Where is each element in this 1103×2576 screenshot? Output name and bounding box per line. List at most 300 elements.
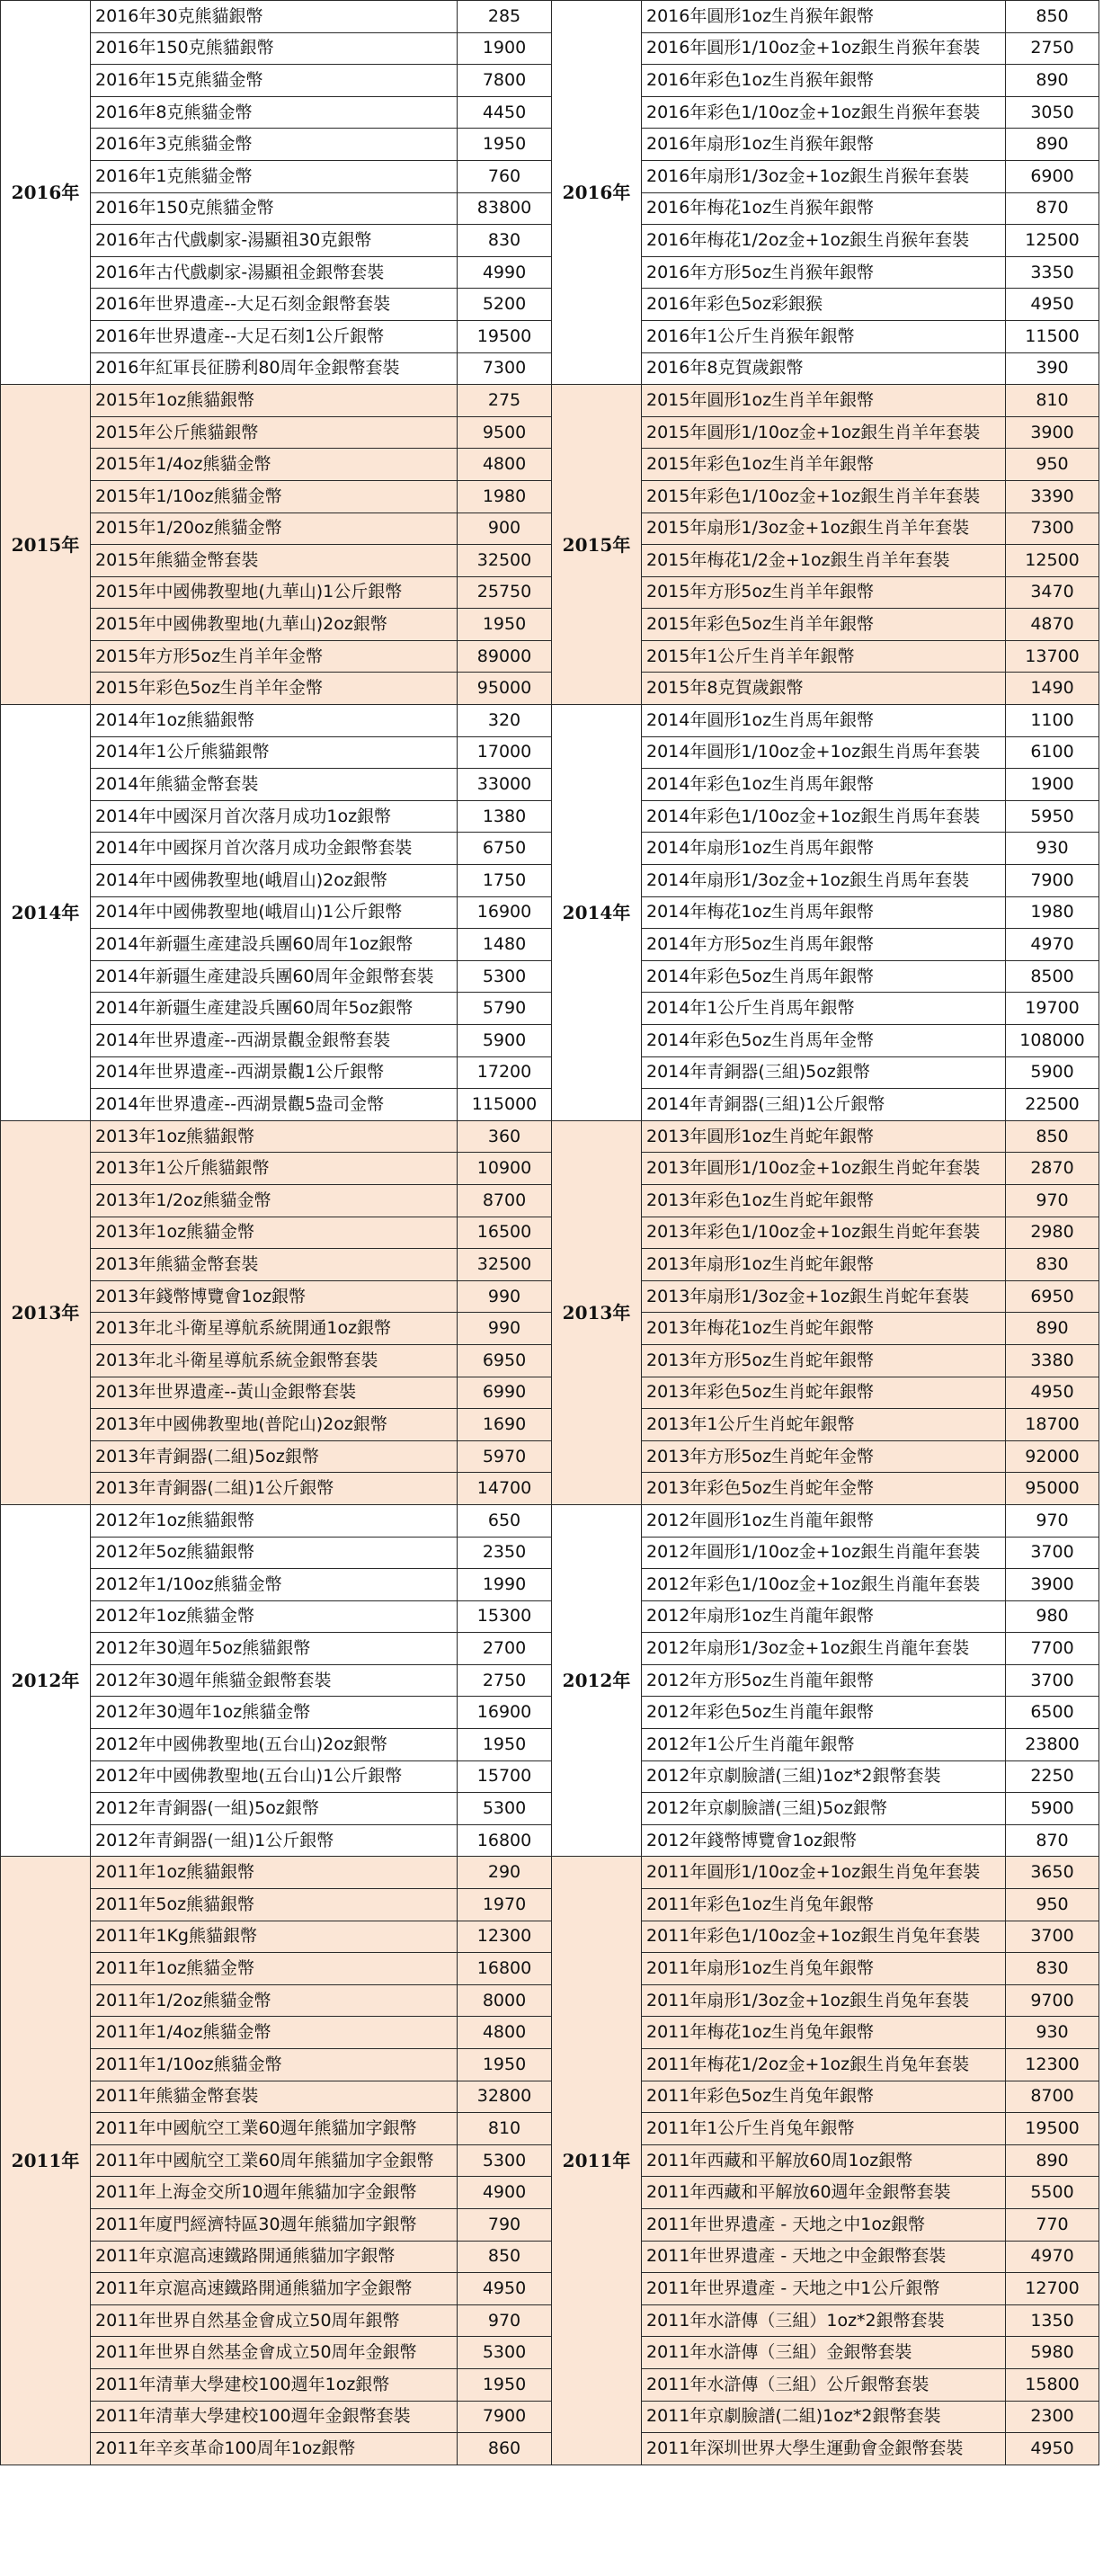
coin-name-cell: 2011年5oz熊貓銀幣	[91, 1889, 458, 1921]
coin-price-cell: 3350	[1006, 256, 1099, 289]
coin-name-cell: 2016年圓形1oz生肖猴年銀幣	[642, 1, 1006, 33]
coin-price-cell: 990	[458, 1313, 552, 1345]
coin-name-cell: 2011年世界遺產 - 天地之中1oz銀幣	[642, 2208, 1006, 2241]
table-row	[1, 1313, 1099, 1345]
coin-price-cell: 1950	[458, 609, 552, 641]
coin-name-cell: 2016年扇形1/3oz金+1oz銀生肖猴年套裝	[642, 160, 1006, 192]
year-label-left: 2014年	[1, 705, 91, 1121]
coin-price-cell: 770	[1006, 2208, 1099, 2241]
coin-price-cell: 950	[1006, 1889, 1099, 1921]
coin-price-cell: 980	[1006, 1600, 1099, 1633]
coin-price-cell: 16800	[458, 1824, 552, 1857]
coin-price-cell: 970	[458, 2304, 552, 2337]
coin-price-cell: 8000	[458, 1984, 552, 2017]
coin-name-cell: 2014年新疆生產建設兵團60周年金銀幣套裝	[91, 960, 458, 993]
coin-price-cell: 15800	[1006, 2368, 1099, 2401]
coin-name-cell: 2011年京滬高速鐵路開通熊貓加字銀幣	[91, 2241, 458, 2273]
coin-name-cell: 2013年北斗衛星導航系統金銀幣套裝	[91, 1344, 458, 1377]
coin-price-cell: 7300	[1006, 513, 1099, 545]
coin-name-cell: 2013年世界遺產--黃山金銀幣套裝	[91, 1377, 458, 1409]
coin-price-cell: 850	[1006, 1120, 1099, 1153]
coin-name-cell: 2014年中國佛教聖地(峨眉山)2oz銀幣	[91, 865, 458, 897]
coin-name-cell: 2013年錢幣博覽會1oz銀幣	[91, 1280, 458, 1313]
coin-name-cell: 2011年水滸傳（三組）金銀幣套裝	[642, 2337, 1006, 2369]
coin-name-cell: 2011年西藏和平解放60週年金銀幣套裝	[642, 2177, 1006, 2209]
coin-price-cell: 12500	[1006, 545, 1099, 577]
coin-name-cell: 2013年彩色5oz生肖蛇年銀幣	[642, 1377, 1006, 1409]
table-row	[1, 289, 1099, 321]
coin-price-cell: 1990	[458, 1569, 552, 1601]
coin-price-cell: 4970	[1006, 929, 1099, 961]
coin-name-cell: 2012年30週年熊貓金銀幣套裝	[91, 1664, 458, 1697]
table-row	[1, 576, 1099, 609]
coin-price-cell: 95000	[458, 673, 552, 705]
coin-name-cell: 2013年1/2oz熊貓金幣	[91, 1184, 458, 1217]
coin-price-cell: 1980	[1006, 896, 1099, 929]
coin-price-cell: 1950	[458, 129, 552, 161]
table-row	[1, 545, 1099, 577]
table-row	[1, 1409, 1099, 1441]
coin-price-cell: 4970	[1006, 2241, 1099, 2273]
coin-name-cell: 2011年上海金交所10週年熊貓加字金銀幣	[91, 2177, 458, 2209]
year-label-right: 2012年	[552, 1504, 642, 1857]
coin-price-cell: 3700	[1006, 1664, 1099, 1697]
coin-price-cell: 890	[1006, 2144, 1099, 2177]
coin-price-cell: 19500	[458, 320, 552, 352]
coin-name-cell: 2016年3克熊貓金幣	[91, 129, 458, 161]
coin-name-cell: 2013年彩色1/10oz金+1oz銀生肖蛇年套裝	[642, 1217, 1006, 1249]
coin-name-cell: 2012年中國佛教聖地(五台山)2oz銀幣	[91, 1729, 458, 1761]
coin-name-cell: 2013年青銅器(二組)5oz銀幣	[91, 1440, 458, 1473]
coin-name-cell: 2011年扇形1oz生肖兔年銀幣	[642, 1953, 1006, 1985]
coin-name-cell: 2016年古代戲劇家-湯顯祖30克銀幣	[91, 225, 458, 257]
year-label-right: 2016年	[552, 1, 642, 385]
coin-name-cell: 2016年紅軍長征勝利80周年金銀幣套裝	[91, 352, 458, 385]
table-row	[1, 2337, 1099, 2369]
table-row	[1, 1793, 1099, 1825]
coin-name-cell: 2011年梅花1oz生肖兔年銀幣	[642, 2017, 1006, 2049]
year-label-left: 2011年	[1, 1857, 91, 2465]
coin-name-cell: 2014年1公斤熊貓銀幣	[91, 736, 458, 769]
table-row	[1, 609, 1099, 641]
coin-name-cell: 2016年彩色1/10oz金+1oz銀生肖猴年套裝	[642, 96, 1006, 129]
coin-price-cell: 12300	[1006, 2049, 1099, 2081]
coin-price-cell: 2980	[1006, 1217, 1099, 1249]
coin-name-cell: 2014年彩色5oz生肖馬年銀幣	[642, 960, 1006, 993]
coin-price-cell: 5950	[1006, 800, 1099, 833]
coin-price-cell: 890	[1006, 129, 1099, 161]
coin-name-cell: 2014年熊貓金幣套裝	[91, 769, 458, 801]
coin-name-cell: 2013年彩色1oz生肖蛇年銀幣	[642, 1184, 1006, 1217]
table-row	[1, 1921, 1099, 1953]
coin-price-cell: 10900	[458, 1153, 552, 1185]
table-row	[1, 2273, 1099, 2305]
coin-price-cell: 970	[1006, 1504, 1099, 1537]
coin-name-cell: 2016年150克熊貓金幣	[91, 192, 458, 225]
coin-price-cell: 22500	[1006, 1089, 1099, 1121]
coin-name-cell: 2015年圓形1oz生肖羊年銀幣	[642, 385, 1006, 417]
coin-price-cell: 870	[1006, 192, 1099, 225]
coin-price-cell: 890	[1006, 65, 1099, 97]
coin-name-cell: 2014年圓形1/10oz金+1oz銀生肖馬年套裝	[642, 736, 1006, 769]
coin-name-cell: 2011年中國航空工業60周年熊貓加字金銀幣	[91, 2144, 458, 2177]
coin-price-cell: 13700	[1006, 640, 1099, 673]
coin-price-cell: 7300	[458, 352, 552, 385]
table-row	[1, 32, 1099, 65]
coin-price-cell: 16500	[458, 1217, 552, 1249]
coin-name-cell: 2015年方形5oz生肖羊年銀幣	[642, 576, 1006, 609]
coin-price-cell: 3050	[1006, 96, 1099, 129]
coin-price-cell: 1900	[1006, 769, 1099, 801]
year-label-left: 2016年	[1, 1, 91, 385]
table-row	[1, 225, 1099, 257]
year-label-left: 2013年	[1, 1120, 91, 1504]
table-row	[1, 1120, 1099, 1153]
table-row	[1, 1857, 1099, 1889]
coin-price-cell: 5900	[1006, 1056, 1099, 1089]
coin-price-cell: 108000	[1006, 1025, 1099, 1057]
table-row	[1, 352, 1099, 385]
coin-name-cell: 2014年青銅器(三組)1公斤銀幣	[642, 1089, 1006, 1121]
table-row	[1, 1440, 1099, 1473]
coin-price-cell: 7900	[458, 2401, 552, 2433]
coin-price-cell: 3900	[1006, 416, 1099, 449]
coin-price-cell: 950	[1006, 449, 1099, 481]
table-row	[1, 2144, 1099, 2177]
coin-name-cell: 2012年5oz熊貓銀幣	[91, 1537, 458, 1569]
coin-name-cell: 2014年扇形1/3oz金+1oz銀生肖馬年套裝	[642, 865, 1006, 897]
coin-price-cell: 860	[458, 2433, 552, 2465]
table-row	[1, 1697, 1099, 1729]
coin-name-cell: 2011年圓形1/10oz金+1oz銀生肖兔年套裝	[642, 1857, 1006, 1889]
year-label-right: 2011年	[552, 1857, 642, 2465]
table-row	[1, 1633, 1099, 1665]
coin-price-cell: 83800	[458, 192, 552, 225]
coin-name-cell: 2013年扇形1/3oz金+1oz銀生肖蛇年套裝	[642, 1280, 1006, 1313]
table-row	[1, 1953, 1099, 1985]
coin-name-cell: 2012年青銅器(一組)5oz銀幣	[91, 1793, 458, 1825]
coin-price-cell: 5790	[458, 993, 552, 1025]
coin-price-cell: 930	[1006, 833, 1099, 865]
coin-name-cell: 2014年彩色1/10oz金+1oz銀生肖馬年套裝	[642, 800, 1006, 833]
coin-name-cell: 2014年中國深月首次落月成功1oz銀幣	[91, 800, 458, 833]
coin-price-cell: 1950	[458, 1729, 552, 1761]
coin-price-cell: 1980	[458, 480, 552, 513]
coin-name-cell: 2015年彩色1oz生肖羊年銀幣	[642, 449, 1006, 481]
coin-name-cell: 2012年方形5oz生肖龍年銀幣	[642, 1664, 1006, 1697]
coin-price-cell: 4800	[458, 2017, 552, 2049]
coin-name-cell: 2012年圓形1/10oz金+1oz銀生肖龍年套裝	[642, 1537, 1006, 1569]
coin-price-cell: 6950	[1006, 1280, 1099, 1313]
coin-name-cell: 2011年彩色1/10oz金+1oz銀生肖兔年套裝	[642, 1921, 1006, 1953]
coin-name-cell: 2016年8克賀歲銀幣	[642, 352, 1006, 385]
coin-name-cell: 2011年世界遺產 - 天地之中金銀幣套裝	[642, 2241, 1006, 2273]
coin-price-cell: 7800	[458, 65, 552, 97]
table-row	[1, 256, 1099, 289]
year-label-left: 2012年	[1, 1504, 91, 1857]
table-row	[1, 1760, 1099, 1793]
coin-name-cell: 2011年1/10oz熊貓金幣	[91, 2049, 458, 2081]
coin-price-cell: 850	[1006, 1, 1099, 33]
coin-name-cell: 2013年方形5oz生肖蛇年金幣	[642, 1440, 1006, 1473]
coin-price-cell: 3470	[1006, 576, 1099, 609]
coin-price-cell: 4950	[458, 2273, 552, 2305]
table-row	[1, 1280, 1099, 1313]
table-row	[1, 1984, 1099, 2017]
coin-name-cell: 2016年世界遺產--大足石刻金銀幣套裝	[91, 289, 458, 321]
coin-price-cell: 1970	[458, 1889, 552, 1921]
coin-price-cell: 1950	[458, 2368, 552, 2401]
coin-price-cell: 3700	[1006, 1921, 1099, 1953]
table-row	[1, 769, 1099, 801]
coin-name-cell: 2012年扇形1/3oz金+1oz銀生肖龍年套裝	[642, 1633, 1006, 1665]
coin-name-cell: 2011年1公斤生肖兔年銀幣	[642, 2113, 1006, 2145]
coin-name-cell: 2015年彩色5oz生肖羊年銀幣	[642, 609, 1006, 641]
coin-name-cell: 2014年新疆生產建設兵團60周年1oz銀幣	[91, 929, 458, 961]
coin-price-cell: 2700	[458, 1633, 552, 1665]
coin-name-cell: 2011年京滬高速鐵路開通熊貓加字金銀幣	[91, 2273, 458, 2305]
coin-price-cell: 2750	[1006, 32, 1099, 65]
table-row	[1, 1249, 1099, 1281]
coin-price-cell: 320	[458, 705, 552, 737]
coin-name-cell: 2012年彩色1/10oz金+1oz銀生肖龍年套裝	[642, 1569, 1006, 1601]
coin-price-cell: 6100	[1006, 736, 1099, 769]
coin-price-cell: 2250	[1006, 1760, 1099, 1793]
coin-name-cell: 2012年青銅器(一組)1公斤銀幣	[91, 1824, 458, 1857]
coin-price-cell: 4900	[458, 2177, 552, 2209]
coin-name-cell: 2015年中國佛教聖地(九華山)1公斤銀幣	[91, 576, 458, 609]
coin-name-cell: 2011年彩色1oz生肖兔年銀幣	[642, 1889, 1006, 1921]
table-row	[1, 96, 1099, 129]
year-label-right: 2015年	[552, 385, 642, 705]
coin-name-cell: 2013年扇形1oz生肖蛇年銀幣	[642, 1249, 1006, 1281]
coin-name-cell: 2011年1oz熊貓銀幣	[91, 1857, 458, 1889]
year-label-left: 2015年	[1, 385, 91, 705]
coin-name-cell: 2012年京劇臉譜(三組)1oz*2銀幣套裝	[642, 1760, 1006, 1793]
coin-name-cell: 2016年梅花1/2oz金+1oz銀生肖猴年套裝	[642, 225, 1006, 257]
table-row	[1, 385, 1099, 417]
coin-price-cell: 2300	[1006, 2401, 1099, 2433]
coin-name-cell: 2013年中國佛教聖地(普陀山)2oz銀幣	[91, 1409, 458, 1441]
coin-name-cell: 2011年中國航空工業60週年熊貓加字銀幣	[91, 2113, 458, 2145]
table-row	[1, 2368, 1099, 2401]
coin-name-cell: 2015年1/20oz熊貓金幣	[91, 513, 458, 545]
coin-name-cell: 2013年1公斤熊貓銀幣	[91, 1153, 458, 1185]
coin-price-cell: 4870	[1006, 609, 1099, 641]
coin-price-cell: 4950	[1006, 1377, 1099, 1409]
table-row	[1, 1153, 1099, 1185]
table-row	[1, 673, 1099, 705]
coin-price-cell: 17000	[458, 736, 552, 769]
coin-price-cell: 19500	[1006, 2113, 1099, 2145]
coin-name-cell: 2016年圓形1/10oz金+1oz銀生肖猴年套裝	[642, 32, 1006, 65]
coin-price-cell: 17200	[458, 1056, 552, 1089]
coin-price-cell: 14700	[458, 1473, 552, 1505]
coin-name-cell: 2014年青銅器(三組)5oz銀幣	[642, 1056, 1006, 1089]
coin-name-cell: 2014年梅花1oz生肖馬年銀幣	[642, 896, 1006, 929]
coin-name-cell: 2011年深圳世界大學生運動會金銀幣套裝	[642, 2433, 1006, 2465]
coin-price-cell: 8700	[458, 1184, 552, 1217]
coin-name-cell: 2016年150克熊貓銀幣	[91, 32, 458, 65]
coin-price-cell: 2870	[1006, 1153, 1099, 1185]
coin-price-cell: 6750	[458, 833, 552, 865]
coin-name-cell: 2011年1Kg熊貓銀幣	[91, 1921, 458, 1953]
coin-price-cell: 5970	[458, 1440, 552, 1473]
coin-price-cell: 12300	[458, 1921, 552, 1953]
coin-price-cell: 3650	[1006, 1857, 1099, 1889]
coin-name-cell: 2016年1公斤生肖猴年銀幣	[642, 320, 1006, 352]
coin-price-cell: 19700	[1006, 993, 1099, 1025]
coin-name-cell: 2011年辛亥革命100周年1oz銀幣	[91, 2433, 458, 2465]
table-row	[1, 129, 1099, 161]
table-row	[1, 1504, 1099, 1537]
table-row	[1, 1025, 1099, 1057]
coin-name-cell: 2016年1克熊貓金幣	[91, 160, 458, 192]
coin-name-cell: 2016年15克熊貓金幣	[91, 65, 458, 97]
coin-name-cell: 2014年方形5oz生肖馬年銀幣	[642, 929, 1006, 961]
coin-name-cell: 2015年中國佛教聖地(九華山)2oz銀幣	[91, 609, 458, 641]
coin-name-cell: 2014年1公斤生肖馬年銀幣	[642, 993, 1006, 1025]
coin-name-cell: 2016年世界遺產--大足石刻1公斤銀幣	[91, 320, 458, 352]
coin-price-cell: 900	[458, 513, 552, 545]
coin-price-cell: 6500	[1006, 1697, 1099, 1729]
coin-price-cell: 11500	[1006, 320, 1099, 352]
coin-price-cell: 930	[1006, 2017, 1099, 2049]
coin-name-cell: 2015年8克賀歲銀幣	[642, 673, 1006, 705]
coin-price-cell: 1900	[458, 32, 552, 65]
table-row	[1, 993, 1099, 1025]
coin-price-cell: 760	[458, 160, 552, 192]
coin-name-cell: 2014年世界遺產--西湖景觀1公斤銀幣	[91, 1056, 458, 1089]
table-row	[1, 2208, 1099, 2241]
coin-price-cell: 4950	[1006, 2433, 1099, 2465]
coin-name-cell: 2015年1公斤生肖羊年銀幣	[642, 640, 1006, 673]
coin-price-cell: 830	[458, 225, 552, 257]
coin-price-cell: 89000	[458, 640, 552, 673]
coin-price-cell: 810	[458, 2113, 552, 2145]
coin-price-cell: 32500	[458, 545, 552, 577]
coin-price-cell: 5300	[458, 1793, 552, 1825]
coin-name-cell: 2011年京劇臉譜(二組)1oz*2銀幣套裝	[642, 2401, 1006, 2433]
coin-name-cell: 2011年1/4oz熊貓金幣	[91, 2017, 458, 2049]
coin-price-cell: 650	[458, 1504, 552, 1537]
coin-price-cell: 3380	[1006, 1344, 1099, 1377]
table-row	[1, 1600, 1099, 1633]
coin-price-cell: 15700	[458, 1760, 552, 1793]
coin-name-cell: 2014年中國佛教聖地(峨眉山)1公斤銀幣	[91, 896, 458, 929]
coin-name-cell: 2016年30克熊貓銀幣	[91, 1, 458, 33]
coin-price-cell: 23800	[1006, 1729, 1099, 1761]
coin-name-cell: 2013年圓形1oz生肖蛇年銀幣	[642, 1120, 1006, 1153]
table-row	[1, 1089, 1099, 1121]
table-row	[1, 1889, 1099, 1921]
coin-name-cell: 2016年梅花1oz生肖猴年銀幣	[642, 192, 1006, 225]
year-label-right: 2013年	[552, 1120, 642, 1504]
table-row	[1, 2401, 1099, 2433]
coin-name-cell: 2015年扇形1/3oz金+1oz銀生肖羊年套裝	[642, 513, 1006, 545]
coin-name-cell: 2012年30週年5oz熊貓銀幣	[91, 1633, 458, 1665]
coin-price-cell: 830	[1006, 1249, 1099, 1281]
coin-name-cell: 2013年1oz熊貓金幣	[91, 1217, 458, 1249]
coin-price-cell: 1690	[458, 1409, 552, 1441]
table-row	[1, 1537, 1099, 1569]
coin-name-cell: 2013年梅花1oz生肖蛇年銀幣	[642, 1313, 1006, 1345]
coin-price-cell: 16900	[458, 896, 552, 929]
coin-name-cell: 2012年京劇臉譜(三組)5oz銀幣	[642, 1793, 1006, 1825]
coin-price-cell: 285	[458, 1, 552, 33]
coin-name-cell: 2015年彩色1/10oz金+1oz銀生肖羊年套裝	[642, 480, 1006, 513]
coin-price-cell: 5900	[1006, 1793, 1099, 1825]
table-row	[1, 2304, 1099, 2337]
table-row	[1, 896, 1099, 929]
coin-price-cell: 6990	[458, 1377, 552, 1409]
coin-price-cell: 115000	[458, 1089, 552, 1121]
table-row	[1, 1664, 1099, 1697]
coin-price-cell: 870	[1006, 1824, 1099, 1857]
coin-name-cell: 2011年清華大學建校100週年1oz銀幣	[91, 2368, 458, 2401]
table-row	[1, 2017, 1099, 2049]
coin-price-cell: 970	[1006, 1184, 1099, 1217]
coin-name-cell: 2014年圓形1oz生肖馬年銀幣	[642, 705, 1006, 737]
coin-name-cell: 2011年廈門經濟特區30週年熊貓加字銀幣	[91, 2208, 458, 2241]
coin-name-cell: 2011年熊貓金幣套裝	[91, 2081, 458, 2113]
coin-price-cell: 790	[458, 2208, 552, 2241]
coin-price-cell: 3900	[1006, 1569, 1099, 1601]
table-row	[1, 1377, 1099, 1409]
table-row	[1, 705, 1099, 737]
coin-name-cell: 2012年1/10oz熊貓金幣	[91, 1569, 458, 1601]
coin-price-cell: 390	[1006, 352, 1099, 385]
coin-name-cell: 2015年梅花1/2金+1oz銀生肖羊年套裝	[642, 545, 1006, 577]
table-row	[1, 1344, 1099, 1377]
coin-name-cell: 2011年西藏和平解放60周1oz銀幣	[642, 2144, 1006, 2177]
coin-price-cell: 290	[458, 1857, 552, 1889]
coin-name-cell: 2015年1/10oz熊貓金幣	[91, 480, 458, 513]
coin-price-cell: 3700	[1006, 1537, 1099, 1569]
coin-name-cell: 2011年世界自然基金會成立50周年金銀幣	[91, 2337, 458, 2369]
coin-name-cell: 2014年扇形1oz生肖馬年銀幣	[642, 833, 1006, 865]
coin-price-cell: 1490	[1006, 673, 1099, 705]
coin-price-cell: 4950	[1006, 289, 1099, 321]
coin-price-cell: 1380	[458, 800, 552, 833]
table-row	[1, 2241, 1099, 2273]
table-row	[1, 865, 1099, 897]
table-row	[1, 192, 1099, 225]
table-row	[1, 2177, 1099, 2209]
coin-price-cell: 3390	[1006, 480, 1099, 513]
coin-price-cell: 6950	[458, 1344, 552, 1377]
coin-name-cell: 2014年世界遺產--西湖景觀金銀幣套裝	[91, 1025, 458, 1057]
coin-price-cell: 8500	[1006, 960, 1099, 993]
coin-name-cell: 2011年水滸傳（三組）1oz*2銀幣套裝	[642, 2304, 1006, 2337]
coin-name-cell: 2015年公斤熊貓銀幣	[91, 416, 458, 449]
table-row	[1, 160, 1099, 192]
table-row	[1, 960, 1099, 993]
coin-price-cell: 7700	[1006, 1633, 1099, 1665]
coin-price-cell: 18700	[1006, 1409, 1099, 1441]
coin-name-cell: 2013年熊貓金幣套裝	[91, 1249, 458, 1281]
coin-price-cell: 12700	[1006, 2273, 1099, 2305]
coin-price-cell: 92000	[1006, 1440, 1099, 1473]
coin-name-cell: 2013年方形5oz生肖蛇年銀幣	[642, 1344, 1006, 1377]
coin-price-cell: 2750	[458, 1664, 552, 1697]
coin-name-cell: 2014年世界遺產--西湖景觀5盎司金幣	[91, 1089, 458, 1121]
coin-price-cell: 1480	[458, 929, 552, 961]
coin-price-cell: 5980	[1006, 2337, 1099, 2369]
coin-price-cell: 9700	[1006, 1984, 1099, 2017]
coin-price-cell: 890	[1006, 1313, 1099, 1345]
coin-price-cell: 8700	[1006, 2081, 1099, 2113]
